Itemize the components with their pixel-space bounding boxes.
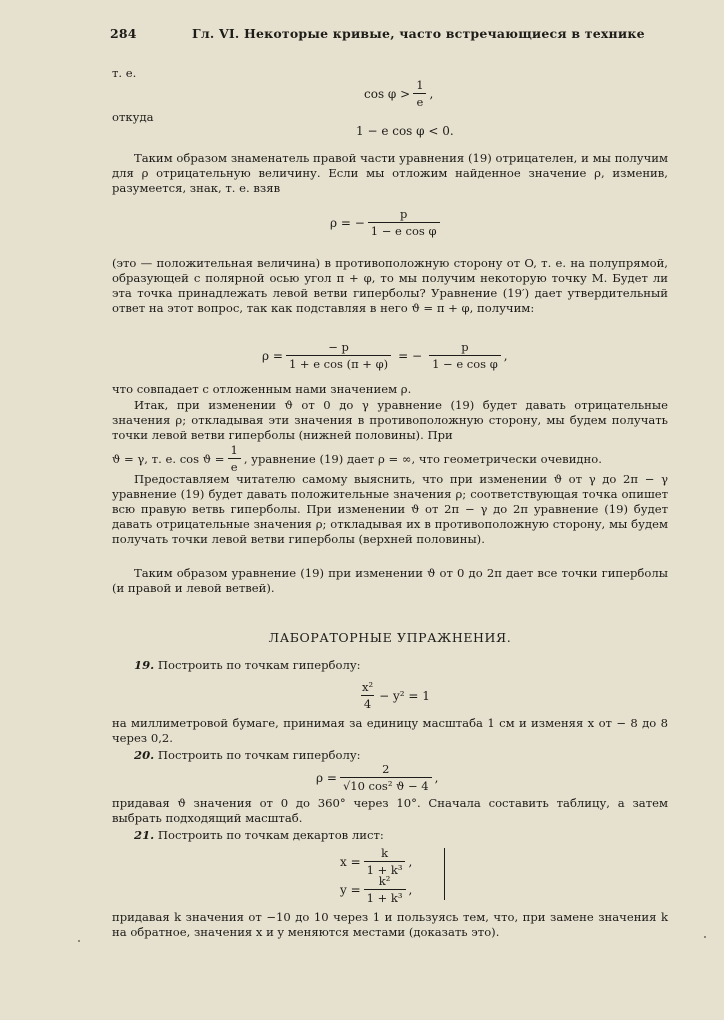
- paragraph-4-formula-line: [112, 443, 602, 474]
- paragraph-3: [112, 382, 668, 397]
- formula-tail: ,: [503, 348, 508, 363]
- fraction: [368, 207, 440, 238]
- paragraph-text: придавая k значения от −10 до 10 через 1 и пользуясь тем, что, при замене значения k на обратное, значения x и y меняются местами (доказать это).: [112, 910, 668, 939]
- fraction-numerator: k: [381, 846, 389, 860]
- formula-left: ρ = −: [330, 215, 365, 230]
- system-bracket: [440, 848, 445, 900]
- page-number: 284: [110, 26, 137, 41]
- paragraph-text: что совпадает с отложенным нами значением ρ.: [112, 382, 412, 396]
- fraction-numerator: 1: [230, 443, 238, 457]
- exercise-19-text: [112, 716, 668, 746]
- exercise-21-heading: [112, 828, 668, 842]
- paragraph-text: Таким образом знаменатель правой части уравнения (19) отрицателен, и мы получим для ρ отрицательную величину. Если мы отложим найденное значение ρ, изменив, разумеется, знак, т. е. взяв: [112, 151, 668, 195]
- formula-folium-y: [340, 874, 412, 905]
- formula-left: y =: [340, 882, 361, 897]
- fraction-denominator: 4: [361, 695, 374, 711]
- exercise-20-text: [112, 796, 668, 826]
- fraction-numerator: − p: [328, 340, 349, 354]
- formula-denominator-negative: 1 − e cos φ < 0.: [356, 124, 454, 138]
- running-title: Гл. VI. Некоторые кривые, часто встречающиеся в технике: [192, 26, 645, 41]
- formula-prefix: ϑ = γ, т. е. cos ϑ =: [112, 451, 225, 466]
- fraction-numerator: 2: [382, 762, 390, 776]
- paper-speck: [704, 936, 706, 938]
- section-title: ЛАБОРАТОРНЫЕ УПРАЖНЕНИЯ.: [268, 630, 512, 645]
- paragraph-2: [112, 256, 668, 316]
- fraction: [286, 340, 391, 371]
- fraction-numerator: p: [461, 340, 469, 354]
- fraction: [359, 680, 376, 711]
- te-label: т. е.: [112, 66, 137, 80]
- otkuda-label: откуда: [112, 110, 154, 124]
- exercise-heading-text: Построить по точкам гиперболу:: [157, 748, 361, 762]
- formula-middle: = −: [398, 348, 423, 363]
- fraction-denominator: 1 − e cos φ: [429, 355, 501, 371]
- fraction-numerator: p: [399, 207, 408, 221]
- fraction: [340, 762, 432, 793]
- fraction-denominator: 1 + k³: [364, 861, 406, 877]
- paragraph-text: на миллиметровой бумаге, принимая за единицу масштаба 1 см и изменяя x от − 8 до 8 через 0,2.: [112, 716, 668, 745]
- page-header: [110, 26, 670, 41]
- formula-suffix: , уравнение (19) дает ρ = ∞, что геометрически очевидно.: [243, 451, 602, 466]
- paragraph-text: Итак, при изменении ϑ от 0 до γ уравнение (19) будет давать отрицательные значения ρ; откладывая эти значения в противоположную сторону, мы будем получать точки левой ветви гиперболы (нижней половины). При: [112, 398, 668, 442]
- formula-substitution: [262, 340, 508, 371]
- paragraph-text: Предоставляем читателю самому выяснить, что при изменении ϑ от γ до 2π − γ уравнение (19) будет давать положительные значения ρ; соответствующая точка опишет всю правую ветвь гиперболы. При изменении ϑ от 2π − γ до 2π уравнение (19) будет давать отрицательные значения ρ; откладывая их в противоположную сторону, мы будем получать точки левой ветви гиперболы (верхней половины).: [112, 472, 668, 546]
- paragraph-5: [112, 472, 668, 547]
- formula-rho-negative: [330, 207, 443, 238]
- paper-speck: [78, 940, 80, 942]
- exercise-number: 21.: [134, 828, 155, 842]
- fraction: [364, 846, 406, 877]
- exercise-21-text: [112, 910, 668, 940]
- paragraph-text: придавая ϑ значения от 0 до 360° через 10°. Сначала составить таблицу, а затем выбрать подходящий масштаб.: [112, 796, 668, 825]
- fraction: [429, 340, 501, 371]
- exercise-20-heading: [112, 748, 668, 762]
- formula-tail: ,: [408, 854, 413, 869]
- formula-cos-inequality: [364, 78, 433, 109]
- fraction: [364, 874, 406, 905]
- formula-left: ρ =: [262, 348, 283, 363]
- formula-folium-x: [340, 846, 412, 877]
- formula-left: ρ =: [316, 770, 337, 785]
- fraction: [413, 78, 426, 109]
- formula-tail: ,: [408, 882, 413, 897]
- exercise-heading-text: Построить по точкам декартов лист:: [157, 828, 384, 842]
- exercise-number: 19.: [134, 658, 155, 672]
- fraction-denominator: √10 cos² ϑ − 4: [340, 777, 432, 793]
- fraction-numerator: k²: [378, 874, 391, 888]
- formula-rest: − y² = 1: [379, 688, 430, 703]
- paragraph-1: [112, 151, 668, 196]
- paragraph-text: (это — положительная величина) в противоположную сторону от O, т. е. на полупрямой, образующей с полярной осью угол π + φ, то мы получим некоторую точку M. Будет ли эта точка принадлежать левой ветви гиперболы? Уравнение (19′) дает утвердительный ответ на этот вопрос, так как подставляя в него ϑ = π + φ, получим:: [112, 256, 668, 315]
- fraction-numerator: x²: [362, 680, 374, 694]
- fraction-denominator: 1 + e cos (π + φ): [286, 355, 391, 371]
- paragraph-4: [112, 398, 668, 443]
- exercise-19-heading: [112, 658, 668, 672]
- fraction-denominator: e: [413, 93, 426, 109]
- fraction: [227, 443, 240, 474]
- fraction-denominator: 1 + k³: [364, 889, 406, 905]
- fraction-denominator: 1 − e cos φ: [368, 222, 440, 238]
- formula-left: x =: [340, 854, 361, 869]
- paragraph-text: Таким образом уравнение (19) при изменении ϑ от 0 до 2π дает все точки гиперболы (и правой и левой ветвей).: [112, 566, 668, 595]
- exercise-heading-text: Построить по точкам гиперболу:: [157, 658, 361, 672]
- formula-tail: ,: [434, 770, 439, 785]
- fraction-denominator: e: [228, 458, 241, 474]
- formula-tail: ,: [429, 86, 434, 101]
- formula-hyperbola-19: [356, 680, 430, 711]
- paragraph-6: [112, 566, 668, 596]
- formula-hyperbola-20: [316, 762, 438, 793]
- exercise-number: 20.: [134, 748, 155, 762]
- formula-left: cos φ >: [364, 86, 411, 101]
- fraction-numerator: 1: [416, 78, 424, 92]
